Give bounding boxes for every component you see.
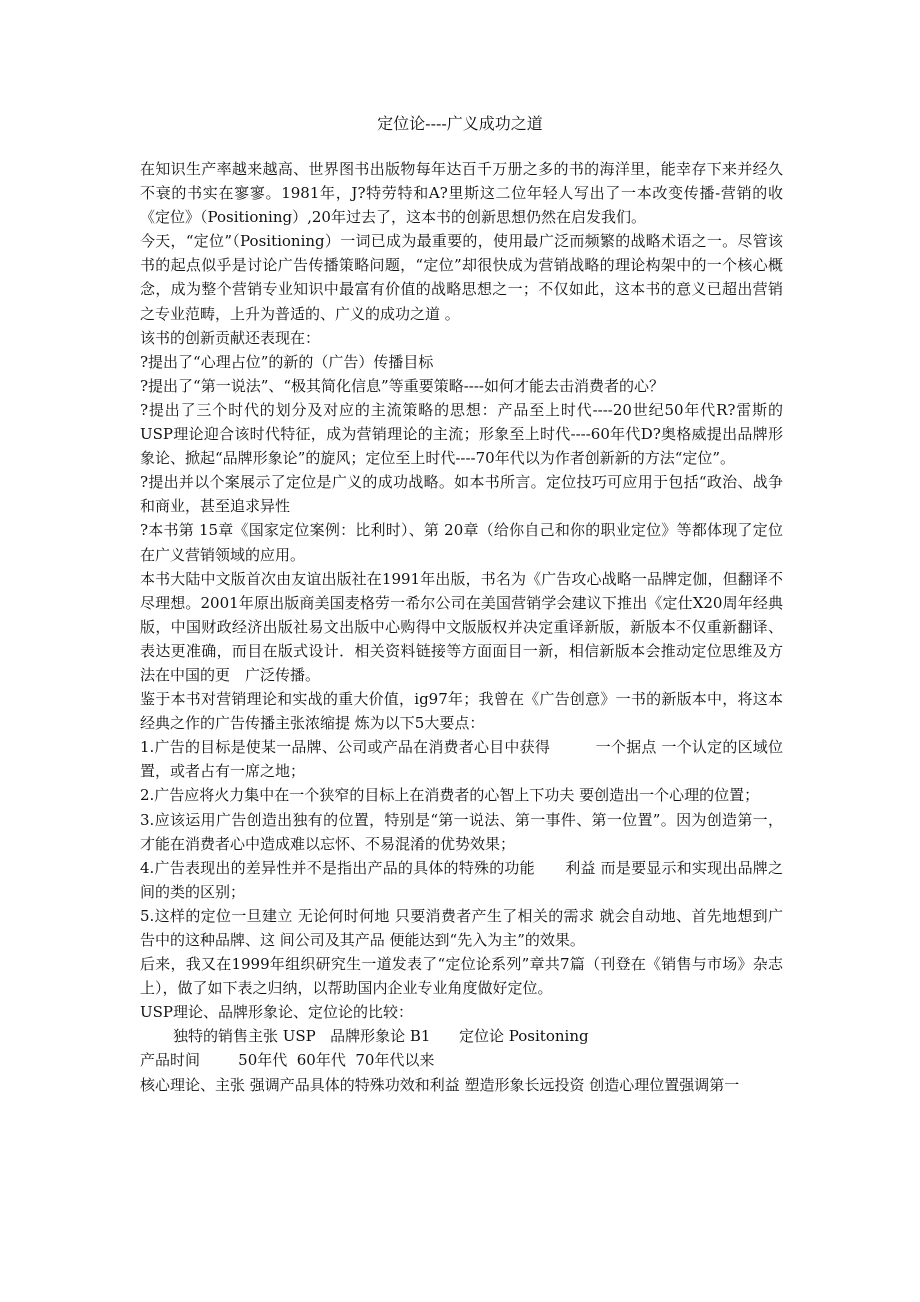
paragraph-contribution-2: ?提出了“第一说法”、“极其简化信息”等重要策略----如何才能去击消费者的心？ [140, 376, 664, 395]
comparison-era-row: 产品时间 50年代 60年代 70年代以来 [140, 1051, 435, 1070]
paragraph-intro: 在知识生产率越来越高、世界图书出版物每年达百千万册之多的书的海洋里，能幸存下来并经久不衰的书实在寥寥。1981年，J?特劳特和A?里斯这二位年轻人写出了一本改变传播-营销的收《定位》（Positioning）,20年过去了，这本书的创新思想仍然在启发我们。 [140, 160, 783, 227]
paragraph-point-4: 4.广告表现出的差异性并不是指出产品的具体的特殊的功能 利益 而是要显示和实现出品牌之间的类的区别； [140, 858, 783, 901]
document-body [140, 157, 783, 1097]
comparison-header-row: 独特的销售主张 USP 品牌形象论 B1 定位论 Positoning [173, 1027, 589, 1046]
paragraph-contribution-3: ?提出了三个时代的划分及对应的主流策略的思想：产品至上时代----20世纪50年代R?雷斯的USP理论迎合该时代特征，成为营销理论的主流；形象至上时代----60年代D?奥格威提出品牌形象论、掀起“品牌形象论”的旋风；定位至上时代----70年代以为作者创新新的方法“定位”。 [140, 400, 783, 468]
paragraph-later-research: 后来，我又在1999年组织研究生一道发表了“定位论系列”章共7篇（刊登在《销售与市场》杂志上），做了如下表之归纳，以帮助国内企业专业角度做好定位。 [140, 955, 783, 998]
paragraph-five-points-lead: 鉴于本书对营销理论和实战的重大价值，ig97年；我曾在《广告创意》一书的新版本中，将这本经典之作的广告传播主张浓缩提 炼为以下5大要点： [140, 690, 783, 733]
paragraph-point-2: 2.广告应将火力集中在一个狭窄的目标上在消费者的心智上下功夫 要创造出一个心理的位置； [140, 786, 760, 805]
comparison-core-theory-row: 核心理论、主张 强调产品具体的特殊功效和利益 塑造形象长远投资 创造心理位置强调第一 [140, 1075, 740, 1094]
paragraph-comparison-lead: USP理论、品牌形象论、定位论的比较： [140, 1003, 414, 1022]
paragraph-point-5: 5.这样的定位一旦建立 无论何时何地 只要消费者产生了相关的需求 就会自动地、首先地想到广告中的这种品牌、这 间公司及其产品 便能达到“先入为主”的效果。 [140, 906, 783, 949]
paragraph-chinese-edition: 本书大陆中文版首次由友谊出版社在1991年出版，书名为《广告攻心战略一品牌定伽，但翻译不尽理想。2001年原出版商美国麦格劳一希尔公司在美国营销学会建议下推出《定仕X20周年经典版，中国财政经济出版社易文出版中心购得中文版版权并决定重译新版，新版本不仅重新翻译、表达更准确，而目在版式设计．相关资料链接等方面面目一新，相信新版本会推动定位思维及方法在中国的更 广泛传播。 [140, 569, 783, 684]
paragraph-contribution-5: ?本书第 15章《国家定位案例：比利时）、第 20章（给你自己和你的职业定位》等都体现了定位在广义营销领域的应用。 [140, 521, 783, 564]
paragraph-point-3: 3.应该运用广告创造出独有的位置，特别是“第一说法、第一事件、第一位置”。因为创造第一，才能在消费者心中造成难以忘怀、不易混淆的优势效果； [140, 810, 783, 853]
paragraph-positioning-term: 今天，“定位”（Positioning）一词已成为最重要的，使用最广泛而频繁的战略术语之一。尽管该书的起点似乎是讨论广告传播策略问题，“定位”却很快成为营销战略的理论构架中的一个核心概念，成为整个营销专业知识中最富有价值的战略思想之一；不仅如此，这本书的意义已超出营销之专业范畴，上升为普适的、广义的成功之道 。 [140, 232, 783, 323]
paragraph-point-1: 1.广告的目标是使某一品牌、公司或产品在消费者心目中获得 一个据点 一个认定的区域位置，或者占有一席之地； [140, 738, 783, 781]
paragraph-contributions-lead: 该书的创新贡献还表现在： [140, 328, 321, 347]
paragraph-contribution-4: ?提出并以个案展示了定位是广义的成功战略。如本书所言。定位技巧可应用于包括“政治、战争和商业，甚至追求异性 [140, 473, 783, 516]
paragraph-contribution-1: ?提出了“心理占位”的新的（广告）传播目标 [140, 352, 434, 371]
document-title: 定位论----广义成功之道 [377, 114, 543, 133]
